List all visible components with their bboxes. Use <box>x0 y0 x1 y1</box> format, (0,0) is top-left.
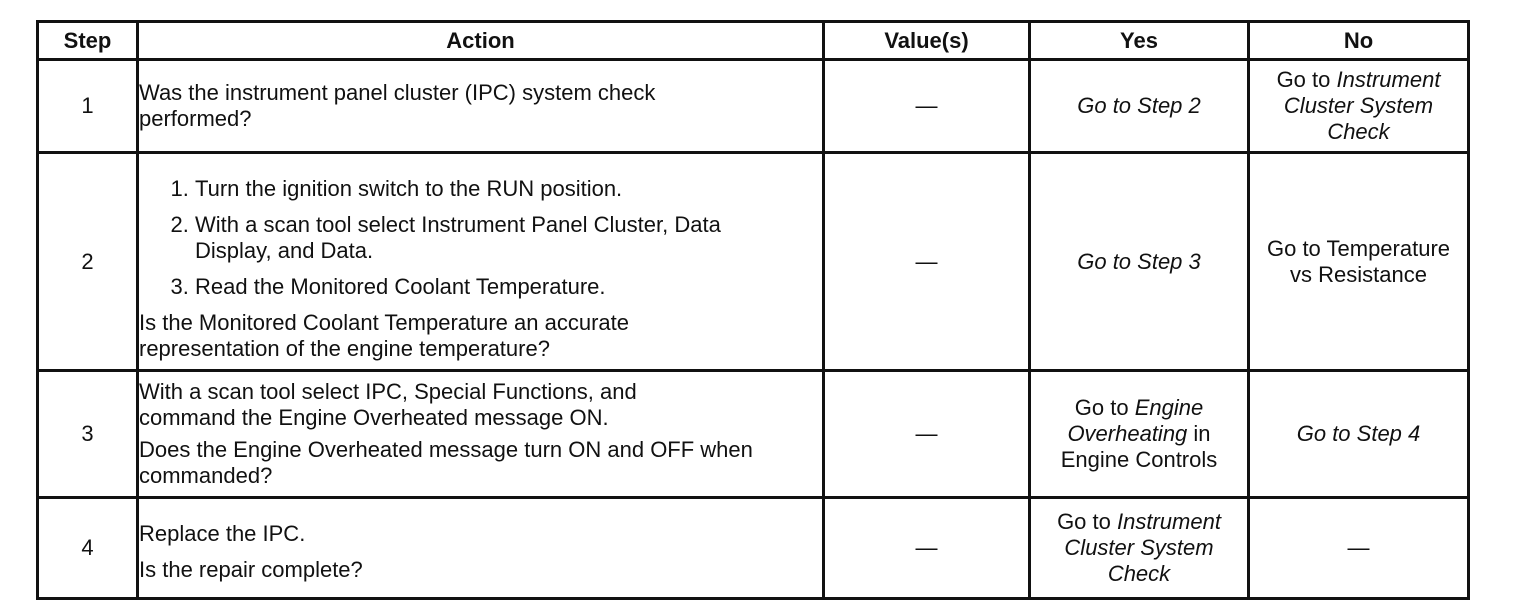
header-row <box>38 22 1469 60</box>
value-cell <box>824 153 1030 371</box>
yes-plain-text: Go to <box>1057 509 1111 534</box>
action-question: Does the Engine Overheated message turn ON and OFF when commanded? <box>139 437 753 488</box>
value-dash: — <box>915 421 938 446</box>
no-cell <box>1249 60 1469 153</box>
action-question: Is the repair complete? <box>139 557 363 582</box>
header-no: No <box>1249 22 1469 60</box>
step-number: 1 <box>38 60 138 153</box>
no-plain-text: Go to <box>1276 67 1331 92</box>
action-text: With a scan tool select IPC, Special Functions, and command the Engine Overheated message ON. <box>139 379 637 430</box>
action-list-item: 3. Read the Monitored Coolant Temperature. <box>195 274 822 300</box>
yes-suffix-text: in Engine Controls <box>1060 421 1218 472</box>
header-yes: Yes <box>1030 22 1249 60</box>
value-dash: — <box>915 248 938 274</box>
yes-cell <box>1030 153 1249 371</box>
table-row <box>38 60 1469 153</box>
yes-link-text: Go to Step 2 <box>1077 93 1201 118</box>
action-text: Was the instrument panel cluster (IPC) system check performed? <box>139 80 656 131</box>
action-cell <box>138 371 824 498</box>
table-row <box>38 153 1469 371</box>
diagnostic-table <box>36 20 1470 600</box>
header-action: Action <box>138 22 824 60</box>
yes-link-text: Go to Step 3 <box>1077 248 1201 274</box>
value-cell <box>824 371 1030 498</box>
table-row <box>38 371 1469 498</box>
action-cell <box>138 60 824 153</box>
no-cell <box>1249 371 1469 498</box>
no-link-text: Instrument Cluster System Check <box>1283 67 1441 144</box>
yes-cell <box>1030 60 1249 153</box>
step-number: 2 <box>38 153 138 371</box>
action-cell <box>138 498 824 599</box>
no-link-text: Go to Step 4 <box>1296 421 1421 446</box>
step-number: 3 <box>38 371 138 498</box>
step-number: 4 <box>38 498 138 599</box>
value-dash: — <box>915 93 938 118</box>
no-cell <box>1249 498 1469 599</box>
action-question: Is the Monitored Coolant Temperature an accurate representation of the engine temperature? <box>139 309 629 361</box>
yes-link-text: Engine Overheating <box>1067 395 1204 446</box>
value-dash: — <box>915 535 938 560</box>
header-values: Value(s) <box>824 22 1030 60</box>
no-cell <box>1249 153 1469 371</box>
yes-plain-text: Go to <box>1074 395 1129 420</box>
yes-cell <box>1030 498 1249 599</box>
action-list <box>139 176 822 300</box>
header-step: Step <box>38 22 138 60</box>
action-list-item: 2. With a scan tool select Instrument Panel Cluster, Data Display, and Data. <box>195 212 755 264</box>
table-row <box>38 498 1469 599</box>
yes-cell <box>1030 371 1249 498</box>
value-cell <box>824 498 1030 599</box>
yes-link-text: Instrument Cluster System Check <box>1064 509 1221 586</box>
action-list-item: 1. Turn the ignition switch to the RUN position. <box>195 176 822 202</box>
action-text: Replace the IPC. <box>139 521 306 546</box>
no-plain-text: — <box>1347 535 1370 560</box>
no-plain-text: Go to Temperature vs Resistance <box>1266 235 1451 287</box>
action-cell <box>138 153 824 371</box>
value-cell <box>824 60 1030 153</box>
